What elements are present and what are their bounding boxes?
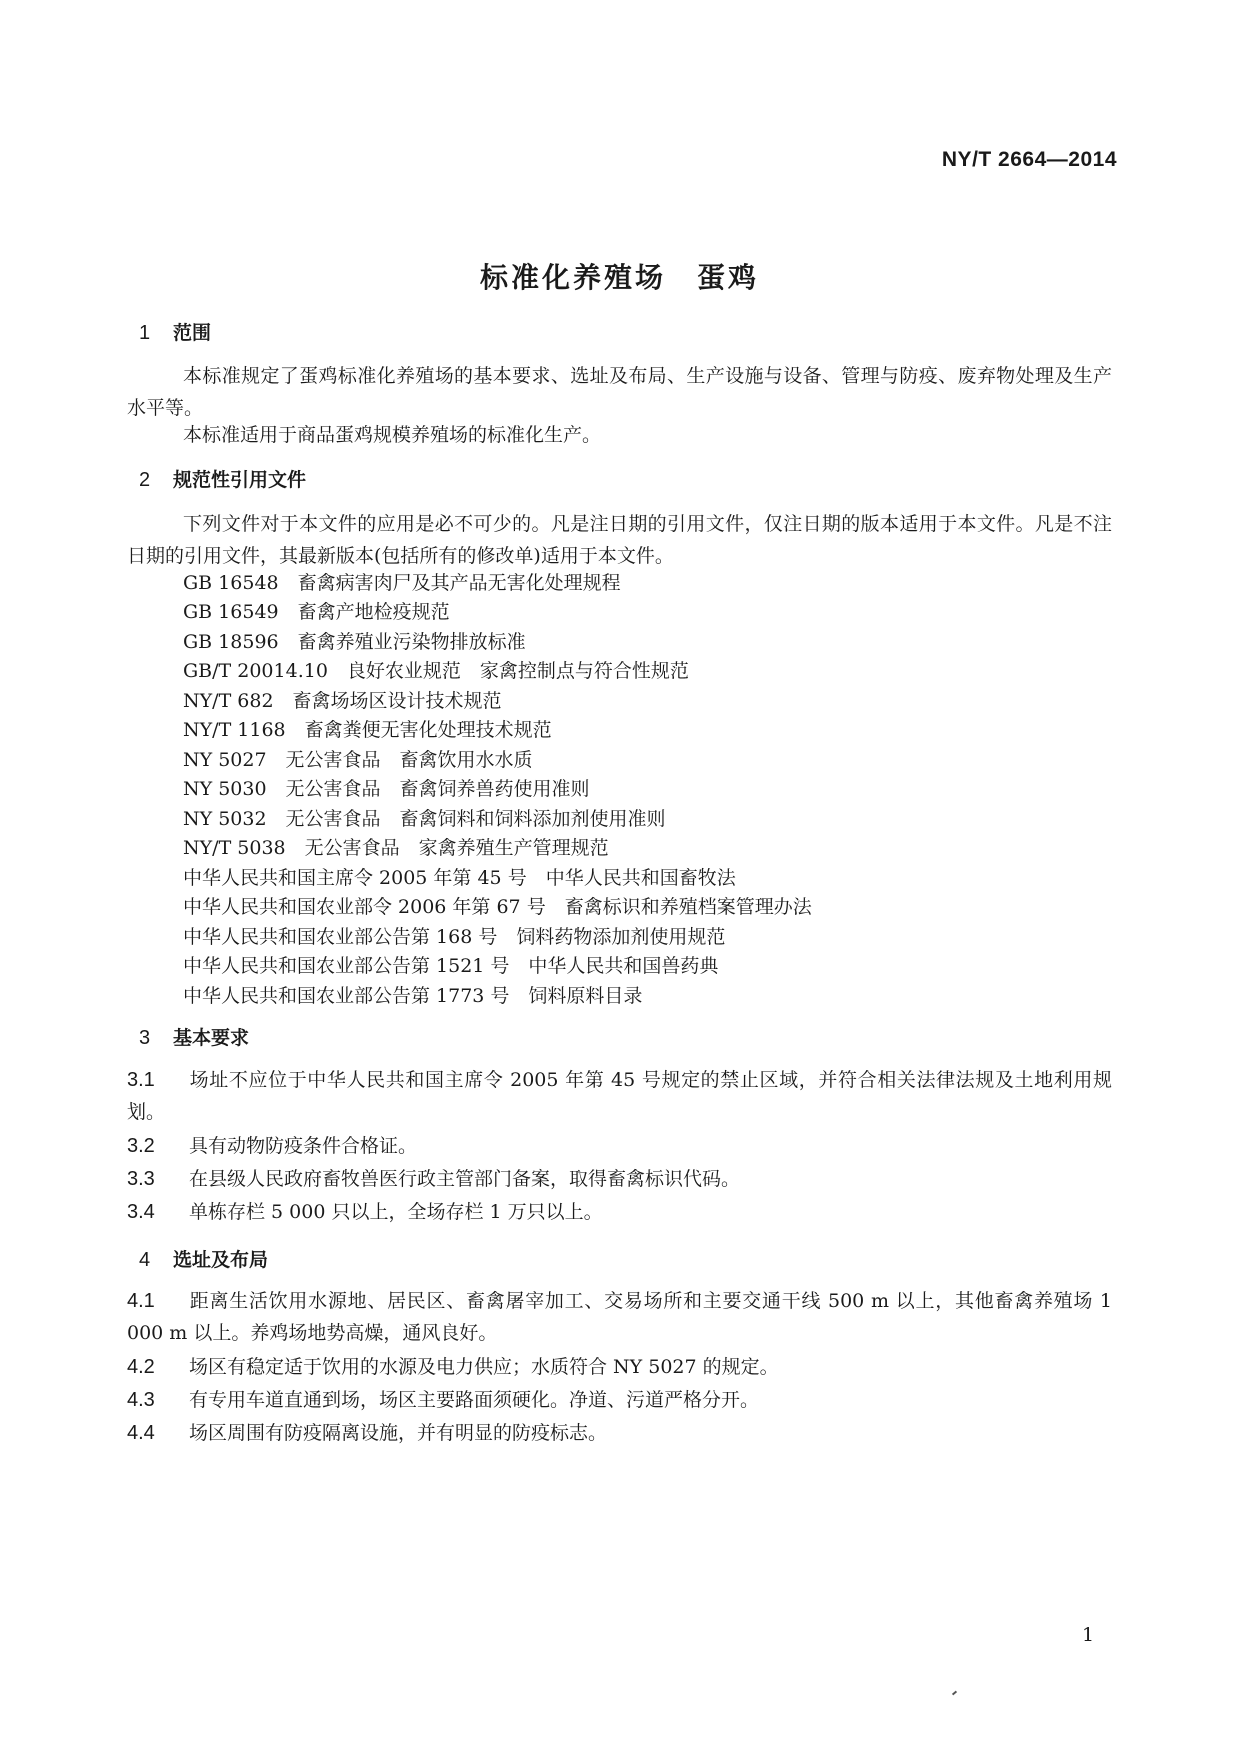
section-number: 3 bbox=[139, 1027, 151, 1049]
clause-number: 3.4 bbox=[127, 1201, 155, 1223]
reference-item: NY/T 682 畜禽场场区设计技术规范 bbox=[183, 690, 502, 712]
reference-item: NY/T 5038 无公害食品 家禽养殖生产管理规范 bbox=[183, 837, 609, 859]
section-title: 规范性引用文件 bbox=[173, 469, 307, 491]
section-heading-scope bbox=[139, 318, 211, 345]
reference-item: 中华人民共和国农业部公告第 1773 号 饲料原料目录 bbox=[183, 985, 643, 1007]
reference-item: GB 16549 畜禽产地检疫规范 bbox=[183, 601, 450, 623]
clause-number: 3.1 bbox=[127, 1069, 155, 1091]
clause-text: 有专用车道直通到场，场区主要路面须硬化。净道、污道严格分开。 bbox=[189, 1389, 760, 1411]
clause bbox=[127, 1064, 1112, 1128]
clause-text: 场区周围有防疫隔离设施，并有明显的防疫标志。 bbox=[189, 1422, 608, 1444]
reference-item: 中华人民共和国农业部公告第 1521 号 中华人民共和国兽药典 bbox=[183, 955, 719, 977]
reference-item: GB 18596 畜禽养殖业污染物排放标准 bbox=[183, 631, 526, 653]
section-title: 基本要求 bbox=[173, 1027, 250, 1049]
references-intro-paragraph: 下列文件对于本文件的应用是必不可少的。凡是注日期的引用文件，仅注日期的版本适用于本文件。凡是不注日期的引用文件，其最新版本(包括所有的修改单)适用于本文件。 bbox=[127, 513, 1112, 567]
section-heading-basic-requirements bbox=[139, 1023, 249, 1050]
clause-number: 3.3 bbox=[127, 1168, 155, 1190]
clause bbox=[127, 1384, 1112, 1416]
clause-number: 4.2 bbox=[127, 1356, 155, 1378]
clause-text: 在县级人民政府畜牧兽医行政主管部门备案，取得畜禽标识代码。 bbox=[189, 1168, 741, 1190]
standard-code: NY/T 2664—2014 bbox=[941, 148, 1117, 171]
section-heading-site-layout bbox=[139, 1245, 268, 1272]
clause bbox=[127, 1163, 1112, 1195]
clause-text: 单栋存栏 5 000 只以上，全场存栏 1 万只以上。 bbox=[189, 1201, 603, 1223]
section-number: 4 bbox=[139, 1249, 151, 1271]
clause bbox=[127, 1351, 1112, 1383]
document-title: 标准化养殖场 蛋鸡 bbox=[479, 261, 759, 294]
scope-paragraph: 本标准适用于商品蛋鸡规模养殖场的标准化生产。 bbox=[183, 424, 602, 446]
reference-item: NY 5032 无公害食品 畜禽饲料和饲料添加剂使用准则 bbox=[183, 808, 666, 830]
reference-item: 中华人民共和国农业部公告第 168 号 饲料药物添加剂使用规范 bbox=[183, 926, 726, 948]
clause bbox=[127, 1285, 1112, 1349]
clause-number: 4.3 bbox=[127, 1389, 155, 1411]
section-title: 范围 bbox=[173, 322, 212, 344]
section-number: 1 bbox=[139, 322, 151, 344]
page-number: 1 bbox=[1082, 1624, 1095, 1646]
clause bbox=[127, 1130, 1112, 1162]
clause-number: 4.4 bbox=[127, 1422, 155, 1444]
clause-text: 场址不应位于中华人民共和国主席令 2005 年第 45 号规定的禁止区域，并符合相关法律法规及土地利用规划。 bbox=[127, 1069, 1112, 1123]
reference-item: GB 16548 畜禽病害肉尸及其产品无害化处理规程 bbox=[183, 572, 621, 594]
scan-artifact bbox=[952, 1691, 957, 1696]
reference-item: 中华人民共和国农业部令 2006 年第 67 号 畜禽标识和养殖档案管理办法 bbox=[183, 896, 812, 918]
reference-item: NY/T 1168 畜禽粪便无害化处理技术规范 bbox=[183, 719, 552, 741]
reference-item: GB/T 20014.10 良好农业规范 家禽控制点与符合性规范 bbox=[183, 660, 689, 682]
reference-item: NY 5030 无公害食品 畜禽饲养兽药使用准则 bbox=[183, 778, 590, 800]
section-title: 选址及布局 bbox=[173, 1249, 269, 1271]
clause bbox=[127, 1196, 1112, 1228]
reference-item: 中华人民共和国主席令 2005 年第 45 号 中华人民共和国畜牧法 bbox=[183, 867, 736, 889]
clause-text: 具有动物防疫条件合格证。 bbox=[189, 1135, 418, 1157]
clause-number: 3.2 bbox=[127, 1135, 155, 1157]
section-heading-normative-references bbox=[139, 465, 306, 492]
clause-text: 场区有稳定适于饮用的水源及电力供应；水质符合 NY 5027 的规定。 bbox=[189, 1356, 779, 1378]
reference-item: NY 5027 无公害食品 畜禽饮用水水质 bbox=[183, 749, 533, 771]
clause-text: 距离生活饮用水源地、居民区、畜禽屠宰加工、交易场所和主要交通干线 500 m 以上，其他畜禽养殖场 1 000 m 以上。养鸡场地势高燥，通风良好。 bbox=[127, 1290, 1112, 1344]
clause-number: 4.1 bbox=[127, 1290, 155, 1312]
scope-paragraph: 本标准规定了蛋鸡标准化养殖场的基本要求、选址及布局、生产设施与设备、管理与防疫、废弃物处理及生产水平等。 bbox=[127, 365, 1112, 419]
section-number: 2 bbox=[139, 469, 151, 491]
clause bbox=[127, 1417, 1112, 1449]
